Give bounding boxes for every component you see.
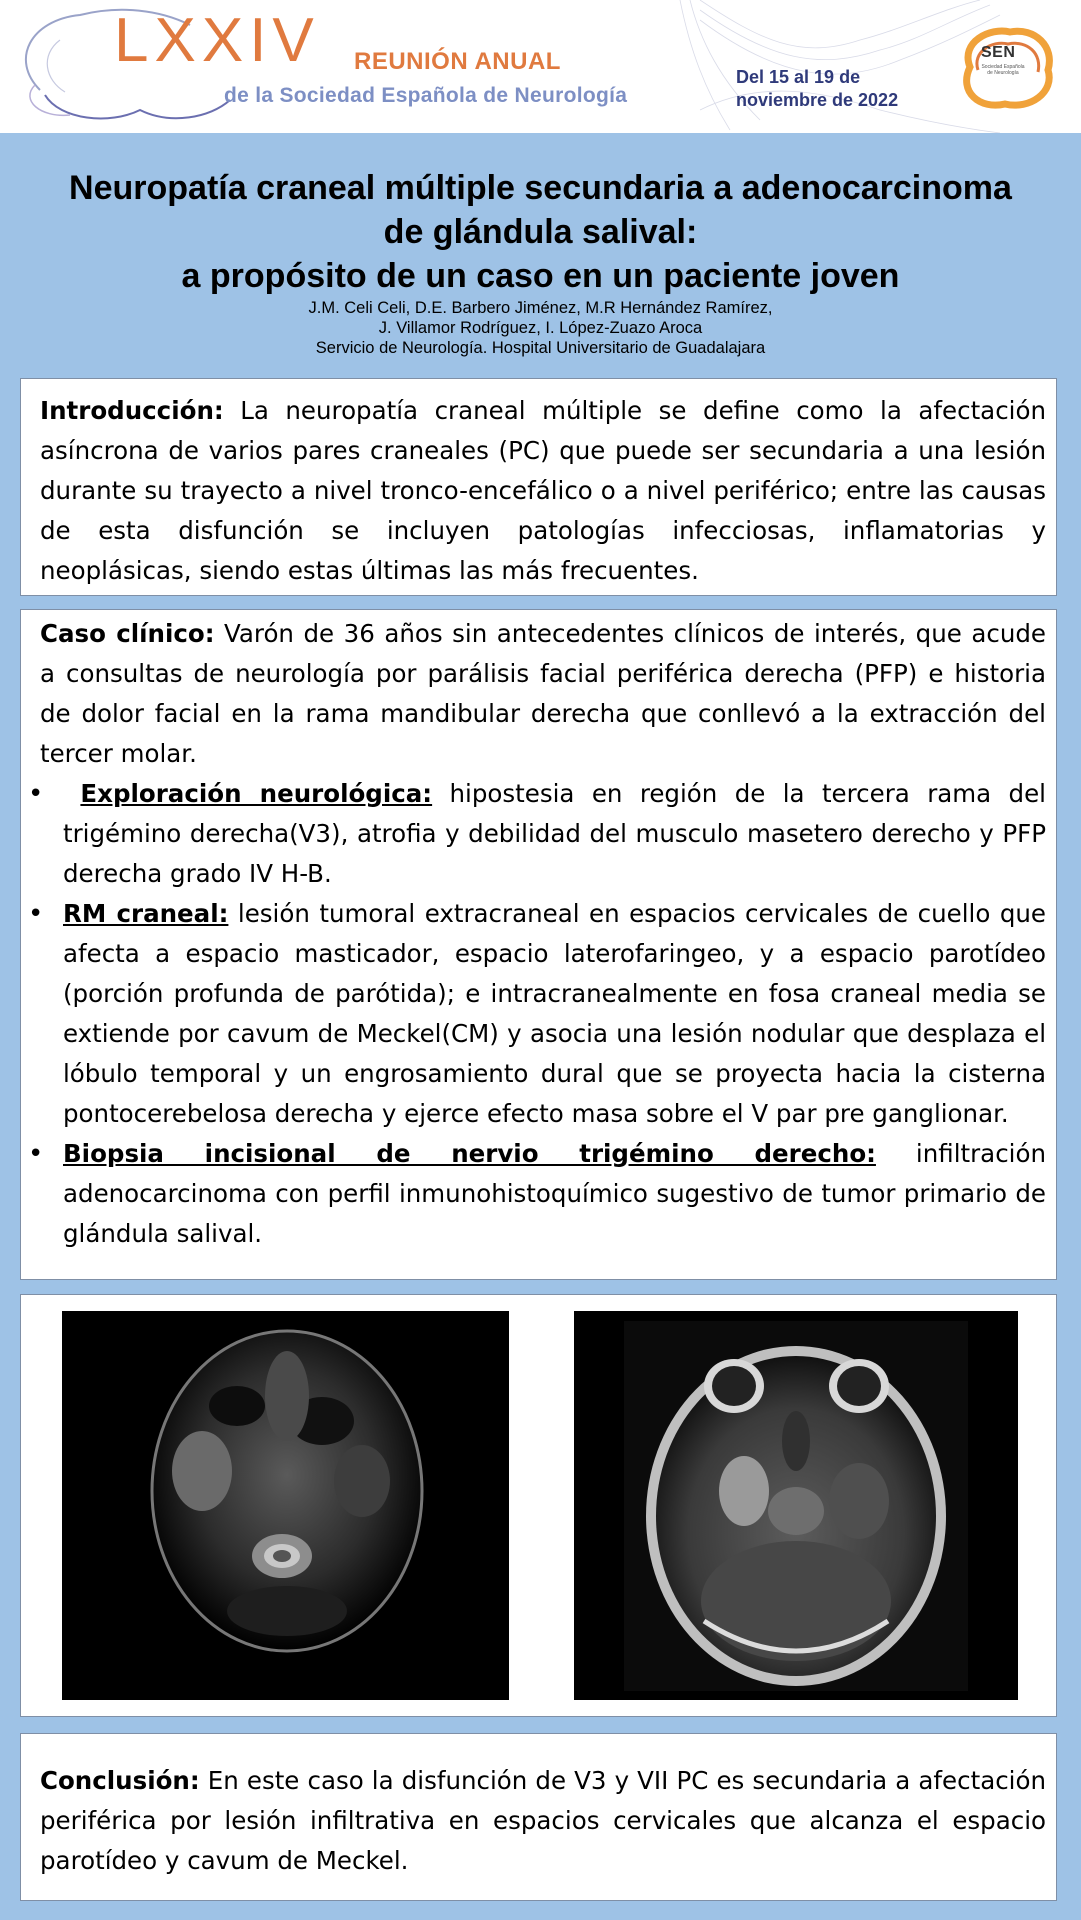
bullet-icon: •	[28, 1139, 44, 1169]
intro-text: La neuropatía craneal múltiple se define como la afectación asíncrona de varios pares craneales (PC) que puede ser secundaria a una lesión durante su trayecto a nivel tronco-encefálico o a nivel periférico; entre las causas de esta disfunción se incluyen patologías infecciosas, inflamatorias y neoplásicas, siendo estas últimas las más frecuentes.	[40, 396, 1046, 585]
mri-image-axial-brain	[574, 1311, 1018, 1700]
case-section	[20, 609, 1057, 1280]
conclusion-text: En este caso la disfunción de V3 y VII PC es secundaria a afectación periférica por lesión infiltrativa en espacios cervicales que alcanza el espacio parotídeo y cavum de Meckel.	[40, 1766, 1046, 1875]
sen-logo-text: SEN	[981, 44, 1016, 61]
case-paragraph	[40, 614, 1046, 774]
event-dates	[736, 66, 898, 112]
case-findings-list	[28, 774, 1046, 1254]
conclusion-section	[20, 1733, 1057, 1901]
intro-label: Introducción:	[40, 396, 224, 425]
bullet-icon: •	[28, 899, 44, 929]
meeting-title: REUNIÓN ANUAL	[354, 48, 561, 75]
authors-block	[0, 298, 1081, 358]
list-item	[28, 1134, 1046, 1254]
dates-line-1: Del 15 al 19 de	[736, 67, 861, 87]
title-line-3: a propósito de un caso en un paciente joven	[181, 257, 900, 295]
affiliation: Servicio de Neurología. Hospital Universitario de Guadalajara	[315, 339, 766, 357]
title-line-1: Neuropatía craneal múltiple secundaria a adenocarcinoma	[69, 169, 1012, 207]
sen-logo-subtext: Sociedad Española de Neurología	[981, 64, 1025, 76]
finding-text: lesión tumoral extracraneal en espacios cervicales de cuello que afecta a espacio masticador, espacio laterofaringeo, y a espacio parotídeo (porción profunda de parótida); e intracranealmente en fosa craneal media se extiende por cavum de Meckel(CM) y asocia una lesión nodular que desplaza el lóbulo temporal y un engrosamiento dural que se proyecta hacia la cisterna pontocerebelosa derecha y ejerce efecto masa sobre el V par pre ganglionar.	[63, 899, 1046, 1128]
society-name: de la Sociedad Española de Neurología	[224, 84, 628, 107]
dates-line-2: noviembre de 2022	[736, 90, 899, 110]
finding-label: Exploración neurológica:	[80, 779, 433, 808]
finding-label: RM craneal:	[63, 899, 229, 928]
mri-images-section	[20, 1294, 1057, 1717]
case-label: Caso clínico:	[40, 619, 215, 648]
list-item	[28, 774, 1046, 894]
intro-section	[20, 378, 1057, 596]
bullet-icon: •	[28, 779, 44, 809]
finding-text: hipostesia en región de la tercera rama del trigémino derecha(V3), atrofia y debilidad del musculo masetero derecho y PFP derecha grado IV H-B.	[63, 779, 1046, 888]
conclusion-label: Conclusión:	[40, 1766, 200, 1795]
finding-label: Biopsia incisional de nervio trigémino derecho:	[63, 1139, 876, 1168]
poster-title	[0, 166, 1081, 298]
case-text: Varón de 36 años sin antecedentes clínicos de interés, que acude a consultas de neurología por parálisis facial periférica derecha (PFP) e historia de dolor facial en la rama mandibular derecha que conllevó a la extracción del tercer molar.	[40, 619, 1046, 768]
header-banner	[0, 0, 1081, 133]
finding-text: infiltración adenocarcinoma con perfil inmunohistoquímico sugestivo de tumor primario de glándula salival.	[63, 1139, 1046, 1248]
title-line-2: de glándula salival:	[383, 213, 698, 251]
authors-line-2: J. Villamor Rodríguez, I. López-Zuazo Aroca	[378, 319, 703, 337]
authors-line-1: J.M. Celi Celi, D.E. Barbero Jiménez, M.R Hernández Ramírez,	[308, 299, 773, 317]
mri-image-axial-neck	[62, 1311, 509, 1700]
edition-number: LXXIV	[114, 6, 320, 75]
list-item	[28, 894, 1046, 1134]
